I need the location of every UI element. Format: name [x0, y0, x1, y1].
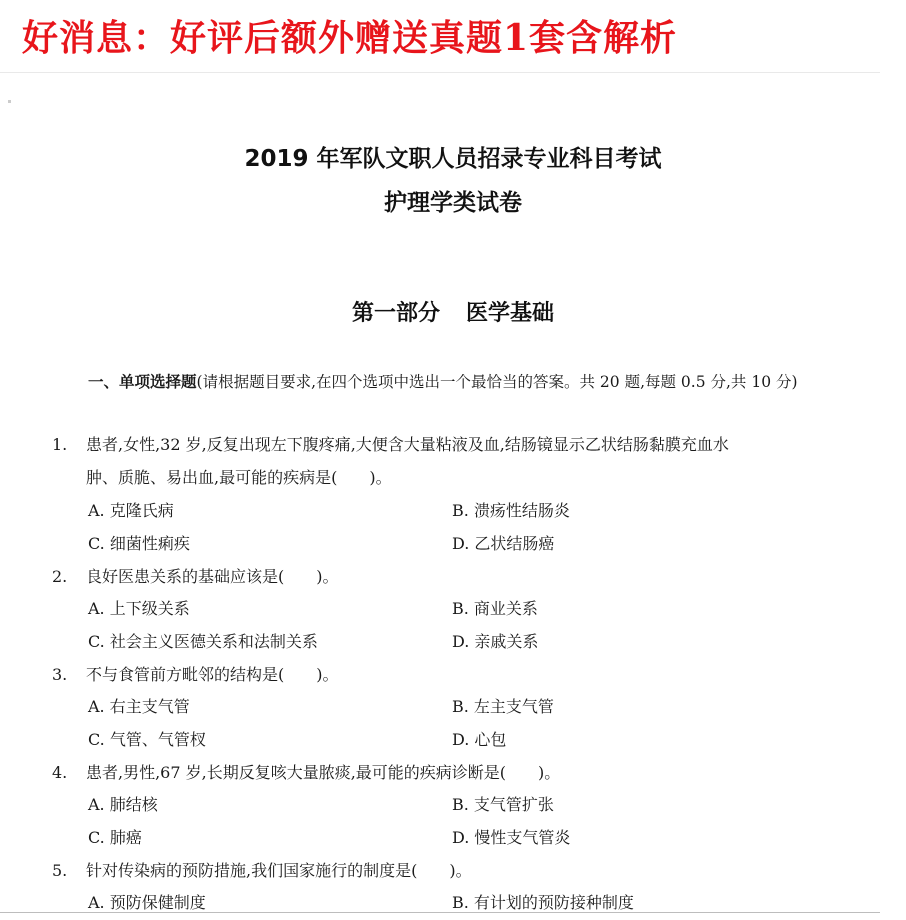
option-c: C. 气管、气管杈 [88, 730, 206, 749]
part-label: 第一部分 [351, 301, 440, 326]
question-text: 不与食管前方毗邻的结构是( )。 [86, 665, 339, 684]
question-number: 3. [52, 665, 68, 684]
question-2 [52, 564, 339, 587]
question-number: 1. [52, 435, 68, 454]
question-5 [52, 858, 472, 881]
option-d: D. 乙状结肠癌 [452, 534, 555, 553]
option-b: B. 溃疡性结肠炎 [452, 501, 570, 520]
question-3 [52, 662, 339, 685]
question-1 [52, 432, 729, 455]
option-b: B. 有计划的预防接种制度 [452, 893, 634, 912]
option-d: D. 亲戚关系 [452, 632, 539, 651]
option-d: D. 心包 [452, 730, 507, 749]
scan-speck [8, 100, 11, 103]
option-a: A. 上下级关系 [88, 599, 190, 618]
question-text-continued: 肿、质脆、易出血,最可能的疾病是( )。 [86, 468, 392, 487]
top-divider [0, 72, 880, 73]
question-text: 患者,女性,32 岁,反复出现左下腹疼痛,大便含大量粘液及血,结肠镜显示乙状结肠黏膜充血水 [86, 435, 729, 454]
option-c: C. 肺癌 [88, 828, 142, 847]
section-title: 一、单项选择题 [88, 373, 197, 391]
question-4 [52, 760, 560, 783]
option-a: A. 右主支气管 [88, 697, 190, 716]
question-number: 2. [52, 567, 68, 586]
option-a: A. 预防保健制度 [88, 893, 206, 912]
section-note: (请根据题目要求,在四个选项中选出一个最恰当的答案。共 20 题,每题 0.5 分,共 10 分) [196, 373, 798, 391]
exam-title: 2019 年军队文职人员招录专业科目考试 [244, 146, 662, 172]
part-name: 医学基础 [466, 301, 555, 326]
exam-subtitle: 护理学类试卷 [384, 190, 522, 216]
option-c: C. 细菌性痢疾 [88, 534, 190, 553]
bottom-divider [0, 912, 880, 913]
question-text: 针对传染病的预防措施,我们国家施行的制度是( )。 [86, 861, 472, 880]
option-a: A. 肺结核 [88, 795, 158, 814]
question-text: 患者,男性,67 岁,长期反复咳大量脓痰,最可能的疾病诊断是( )。 [86, 763, 561, 782]
option-b: B. 商业关系 [452, 599, 538, 618]
question-number: 4. [52, 763, 68, 782]
part-heading [0, 296, 906, 327]
option-c: C. 社会主义医德关系和法制关系 [88, 632, 318, 651]
option-d: D. 慢性支气管炎 [452, 828, 571, 847]
promo-banner: 好消息：好评后额外赠送真题1套含解析 [22, 17, 678, 59]
section-instructions [52, 366, 852, 398]
question-number: 5. [52, 861, 68, 880]
option-b: B. 左主支气管 [452, 697, 554, 716]
question-text: 良好医患关系的基础应该是( )。 [86, 567, 339, 586]
option-a: A. 克隆氏病 [88, 501, 174, 520]
option-b: B. 支气管扩张 [452, 795, 554, 814]
